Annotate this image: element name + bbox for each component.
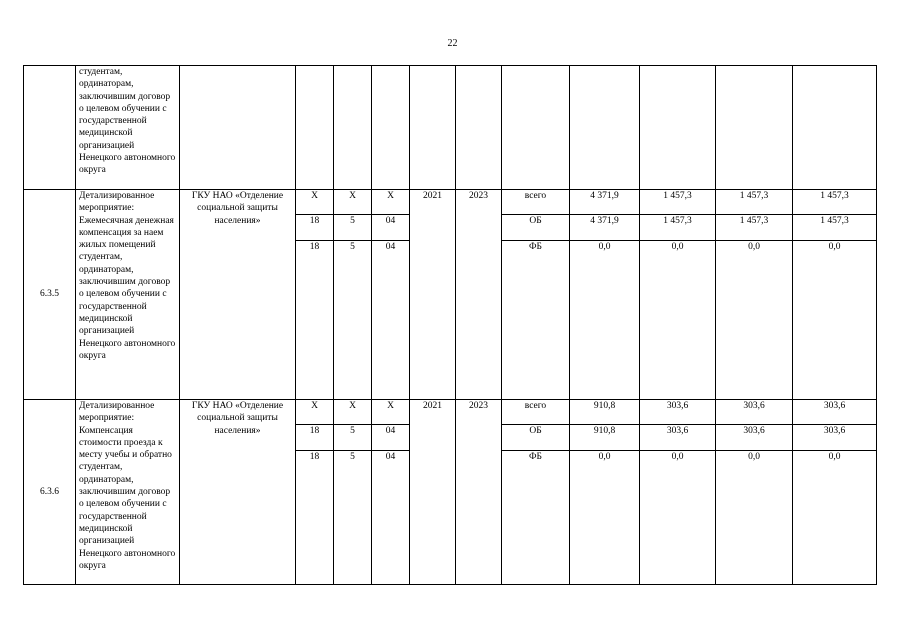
source-cell: всего (502, 400, 570, 425)
entry-description: Детализированное мероприятие: Компенсация стоимости проезда к месту учебы и обратно студентам, ординаторам, заключившим договор о целевом обучении с государственной медицинской организацией Ненецкого автономного округа (76, 400, 180, 585)
entry-executor: ГКУ НАО «Отделение социальной защиты населения» (180, 400, 296, 585)
total-cell: 4 371,9 (570, 190, 640, 215)
code2-cell: 5 (334, 425, 372, 451)
year3-cell: 0,0 (793, 451, 877, 585)
code2-cell: 5 (334, 451, 372, 585)
year3-cell: 303,6 (793, 425, 877, 451)
year2-cell: 0,0 (716, 241, 793, 400)
executor-cell (180, 66, 296, 190)
year3-cell: 1 457,3 (793, 215, 877, 241)
table-row (24, 400, 877, 425)
budget-table (23, 65, 877, 585)
year3-cell: 0,0 (793, 241, 877, 400)
year1-cell: 303,6 (640, 400, 716, 425)
code1-cell: 18 (296, 241, 334, 400)
year1-cell: 0,0 (640, 241, 716, 400)
total-cell: 910,8 (570, 425, 640, 451)
total-cell: 0,0 (570, 451, 640, 585)
code1-cell: Х (296, 190, 334, 215)
code-cell (24, 66, 76, 190)
year1-cell: 1 457,3 (640, 190, 716, 215)
year3-cell: 303,6 (793, 400, 877, 425)
total-cell (570, 66, 640, 190)
table-row (24, 190, 877, 215)
source-cell: ФБ (502, 241, 570, 400)
start-year-cell: 2021 (410, 190, 456, 400)
code2-cell: Х (334, 400, 372, 425)
source-cell: ОБ (502, 215, 570, 241)
start-year-cell: 2021 (410, 400, 456, 585)
source-cell: ФБ (502, 451, 570, 585)
total-cell: 0,0 (570, 241, 640, 400)
year2-cell: 303,6 (716, 400, 793, 425)
code3-cell: Х (372, 190, 410, 215)
code2-cell: 5 (334, 241, 372, 400)
year2-cell: 0,0 (716, 451, 793, 585)
start-year-cell (410, 66, 456, 190)
year2-cell: 303,6 (716, 425, 793, 451)
code3-cell: 04 (372, 425, 410, 451)
entry-code: 6.3.6 (24, 400, 76, 585)
code1-cell: 18 (296, 451, 334, 585)
year1-cell: 0,0 (640, 451, 716, 585)
code1-cell: 18 (296, 425, 334, 451)
year3-cell: 1 457,3 (793, 190, 877, 215)
code3-cell: 04 (372, 451, 410, 585)
end-year-cell (456, 66, 502, 190)
code1-cell: Х (296, 400, 334, 425)
code3-cell: 04 (372, 241, 410, 400)
entry-description: Детализированное мероприятие: Ежемесячная денежная компенсация за наем жилых помещений студентам, ординаторам, заключившим договор о целевом обучении с государственной медицинской организацией Ненецкого автономного округа (76, 190, 180, 400)
code2-cell (334, 66, 372, 190)
total-cell: 910,8 (570, 400, 640, 425)
entry-code: 6.3.5 (24, 190, 76, 400)
code2-cell: 5 (334, 215, 372, 241)
entry-executor: ГКУ НАО «Отделение социальной защиты населения» (180, 190, 296, 400)
description-cell: студентам, ординаторам, заключившим договор о целевом обучении с государственной медицинской организацией Ненецкого автономного округа (76, 66, 180, 190)
code3-cell: 04 (372, 215, 410, 241)
source-cell: всего (502, 190, 570, 215)
code3-cell: Х (372, 400, 410, 425)
code2-cell: Х (334, 190, 372, 215)
source-cell (502, 66, 570, 190)
code1-cell: 18 (296, 215, 334, 241)
year1-cell (640, 66, 716, 190)
source-cell: ОБ (502, 425, 570, 451)
year1-cell: 1 457,3 (640, 215, 716, 241)
year2-cell (716, 66, 793, 190)
page-number: 22 (447, 38, 458, 49)
end-year-cell: 2023 (456, 190, 502, 400)
year2-cell: 1 457,3 (716, 190, 793, 215)
continuation-row (24, 66, 877, 190)
code1-cell (296, 66, 334, 190)
year1-cell: 303,6 (640, 425, 716, 451)
year2-cell: 1 457,3 (716, 215, 793, 241)
code3-cell (372, 66, 410, 190)
total-cell: 4 371,9 (570, 215, 640, 241)
end-year-cell: 2023 (456, 400, 502, 585)
year3-cell (793, 66, 877, 190)
